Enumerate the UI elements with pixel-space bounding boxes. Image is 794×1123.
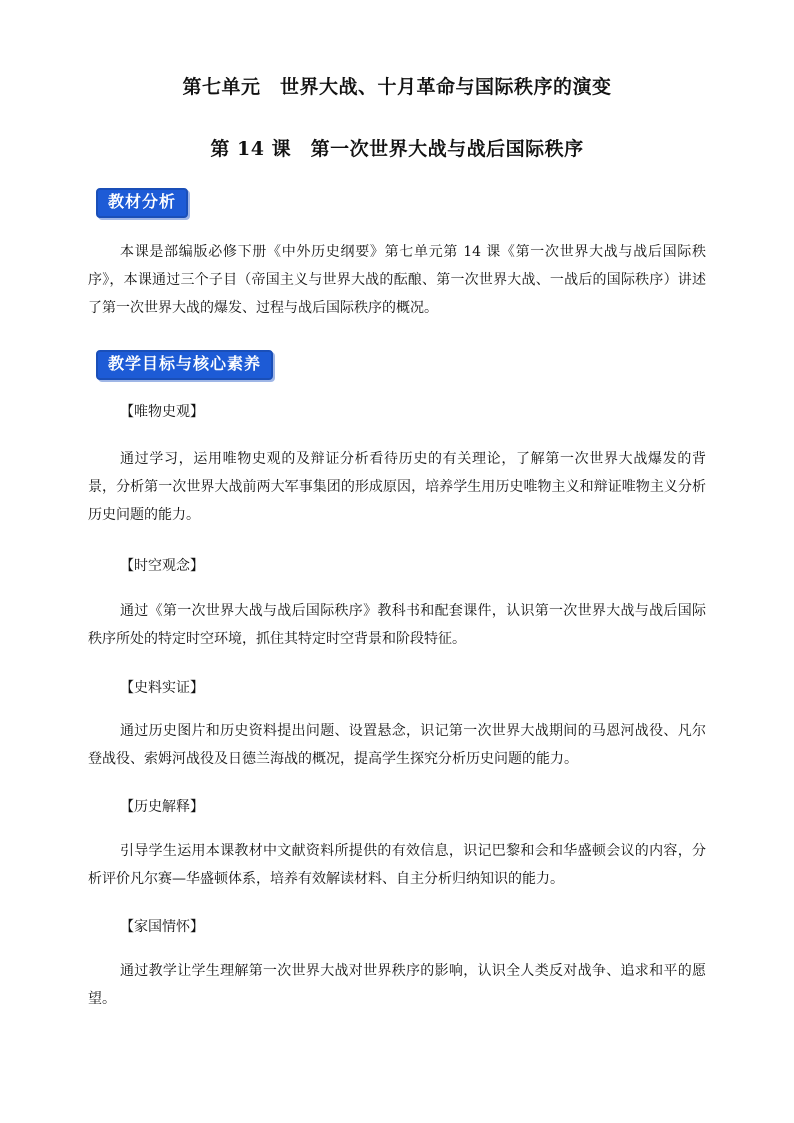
lesson-title: 第 14 课 第一次世界大战与战后国际秩序 xyxy=(210,138,584,160)
goal-heading-spacetime: 【时空观念】 xyxy=(120,558,204,574)
section-badge-goals: 教学目标与核心素养 xyxy=(96,350,273,380)
goal-paragraph-materialism: 通过学习，运用唯物史观的及辩证分析看待历史的有关理论，了解第一次世界大战爆发的背景，分析第一次世界大战前两大军事集团的形成原因，培养学生用历史唯物主义和辩证唯物主义分析历史问题的能力。 xyxy=(88,451,706,523)
goal-heading-evidence: 【史料实证】 xyxy=(120,680,204,696)
goal-paragraph-patriotism: 通过教学让学生理解第一次世界大战对世界秩序的影响，认识全人类反对战争、追求和平的愿望。 xyxy=(88,963,706,1007)
goal-heading-patriotism: 【家国情怀】 xyxy=(120,919,204,935)
analysis-paragraph: 本课是部编版必修下册《中外历史纲要》第七单元第 14 课《第一次世界大战与战后国际秩序》，本课通过三个子目（帝国主义与世界大战的酝酿、第一次世界大战、一战后的国际秩序）讲述了第一次世界大战的爆发、过程与战后国际秩序的概况。 xyxy=(88,244,706,316)
goal-heading-materialism: 【唯物史观】 xyxy=(120,404,204,420)
goal-paragraph-evidence: 通过历史图片和历史资料提出问题、设置悬念，识记第一次世界大战期间的马恩河战役、凡尔登战役、索姆河战役及日德兰海战的概况，提高学生探究分析历史问题的能力。 xyxy=(88,723,706,767)
goal-heading-interpretation: 【历史解释】 xyxy=(120,799,204,815)
section-badge-analysis: 教材分析 xyxy=(96,188,188,218)
goal-paragraph-spacetime: 通过《第一次世界大战与战后国际秩序》教科书和配套课件，认识第一次世界大战与战后国际秩序所处的特定时空环境，抓住其特定时空背景和阶段特征。 xyxy=(88,603,706,647)
unit-title: 第七单元 世界大战、十月革命与国际秩序的演变 xyxy=(182,76,612,98)
goal-paragraph-interpretation: 引导学生运用本课教材中文献资料所提供的有效信息，识记巴黎和会和华盛顿会议的内容，分析评价凡尔赛—华盛顿体系，培养有效解读材料、自主分析归纳知识的能力。 xyxy=(88,843,706,887)
